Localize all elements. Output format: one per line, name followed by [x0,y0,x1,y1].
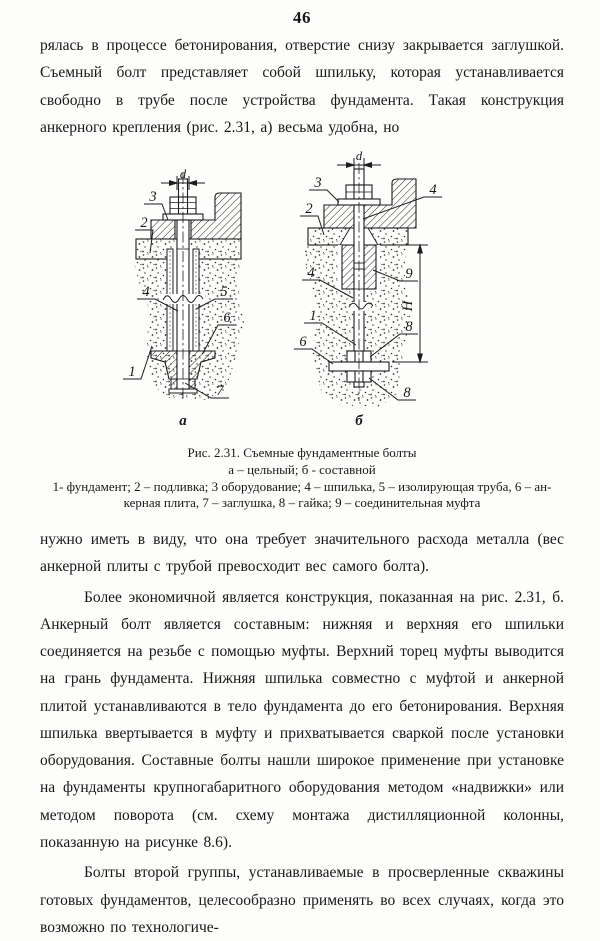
figure-b-label-4-left: 4 [307,265,315,282]
figure-b-label-6: 6 [299,334,307,351]
paragraph-economical-design: Более экономичной является конструкция, показанная на рис. 2.31, б. Анкерный болт является составным: нижняя и верхняя его шпильки соединяется на резьбе с помощью муфты. Верхний торец муфты выводится на грань фундамента. Нижняя шпилька совместно с муфтой и анкерной плитой устанавливаются в тело фундамента до его бетонирования. Верхняя шпилька ввертывается в муфту и прихватывается сваркой после установки оборудования. Составные болты нашли широкое применение при установке на фундаменты крупногабаритного оборудования методом «надвижки» или методом поворота (см. схему монтажа дистилляционной колонны, показанную на рисунке 8.6). [40,588,564,851]
figure-a-label-5: 5 [220,284,228,301]
figure-b-label-2: 2 [305,201,313,218]
figure-2-31 [40,149,564,441]
figure-a-sublabel: а [179,413,187,430]
figure-b-drawing [266,149,456,441]
figure-a-label-7: 7 [216,383,224,400]
figure-b-label-1: 1 [309,308,317,325]
figure-b-dim-h: H [400,300,416,312]
figure-b-dim-d: d [355,149,363,164]
figure-a-label-4: 4 [142,284,150,301]
figure-caption-title: Рис. 2.31. Съемные фундаментные болты [187,445,417,461]
figure-a-drawing [103,149,283,441]
paragraph-top: рялась в процессе бетонирования, отверстие снизу закрывается заглушкой. Съемный болт представляет собой шпильку, которая устанавливается свободно в трубе после устройства фундамента. Такая конструкция анкерного крепления (рис. 2.31, а) весьма удобна, но [40,37,564,136]
figure-b-sublabel: б [355,413,363,430]
figure-caption-legend-line2: керная плита, 7 – заглушка, 8 – гайка; 9 – соединительная муфта [123,494,481,510]
figure-b-label-8-top: 8 [405,319,413,336]
figure-b-label-4-top: 4 [429,182,437,199]
paragraph-second-group-bolts: Болты второй группы, устанавливаемые в просверленные скважины готовых фундаментов, целесообразно применять во всех случаях, когда это возможно по технологиче- [40,864,564,936]
figure-b-label-8-bottom: 8 [403,385,411,402]
figure-a-label-2: 2 [140,215,148,232]
figure-caption-legend-line1: 1- фундамент; 2 – подливка; 3 оборудование; 4 – шпилька, 5 – изолирующая труба, 6 – ан- [52,478,552,494]
figure-a-dim-d: d [179,167,187,182]
figure-a-label-6: 6 [223,310,231,327]
figure-b-label-3: 3 [314,175,322,192]
figure-a-label-1: 1 [128,364,136,381]
figure-b-label-9: 9 [405,266,413,283]
figure-caption [40,445,564,511]
paragraph-continuation: нужно иметь в виду, что она требует значительного расхода металла (вес анкерной плиты с трубой превосходит вес самого болта). [40,531,564,576]
figure-caption-subtitle: а – цельный; б - составной [228,462,376,478]
page-number: 46 [293,8,311,27]
figure-a-label-3: 3 [149,189,157,206]
